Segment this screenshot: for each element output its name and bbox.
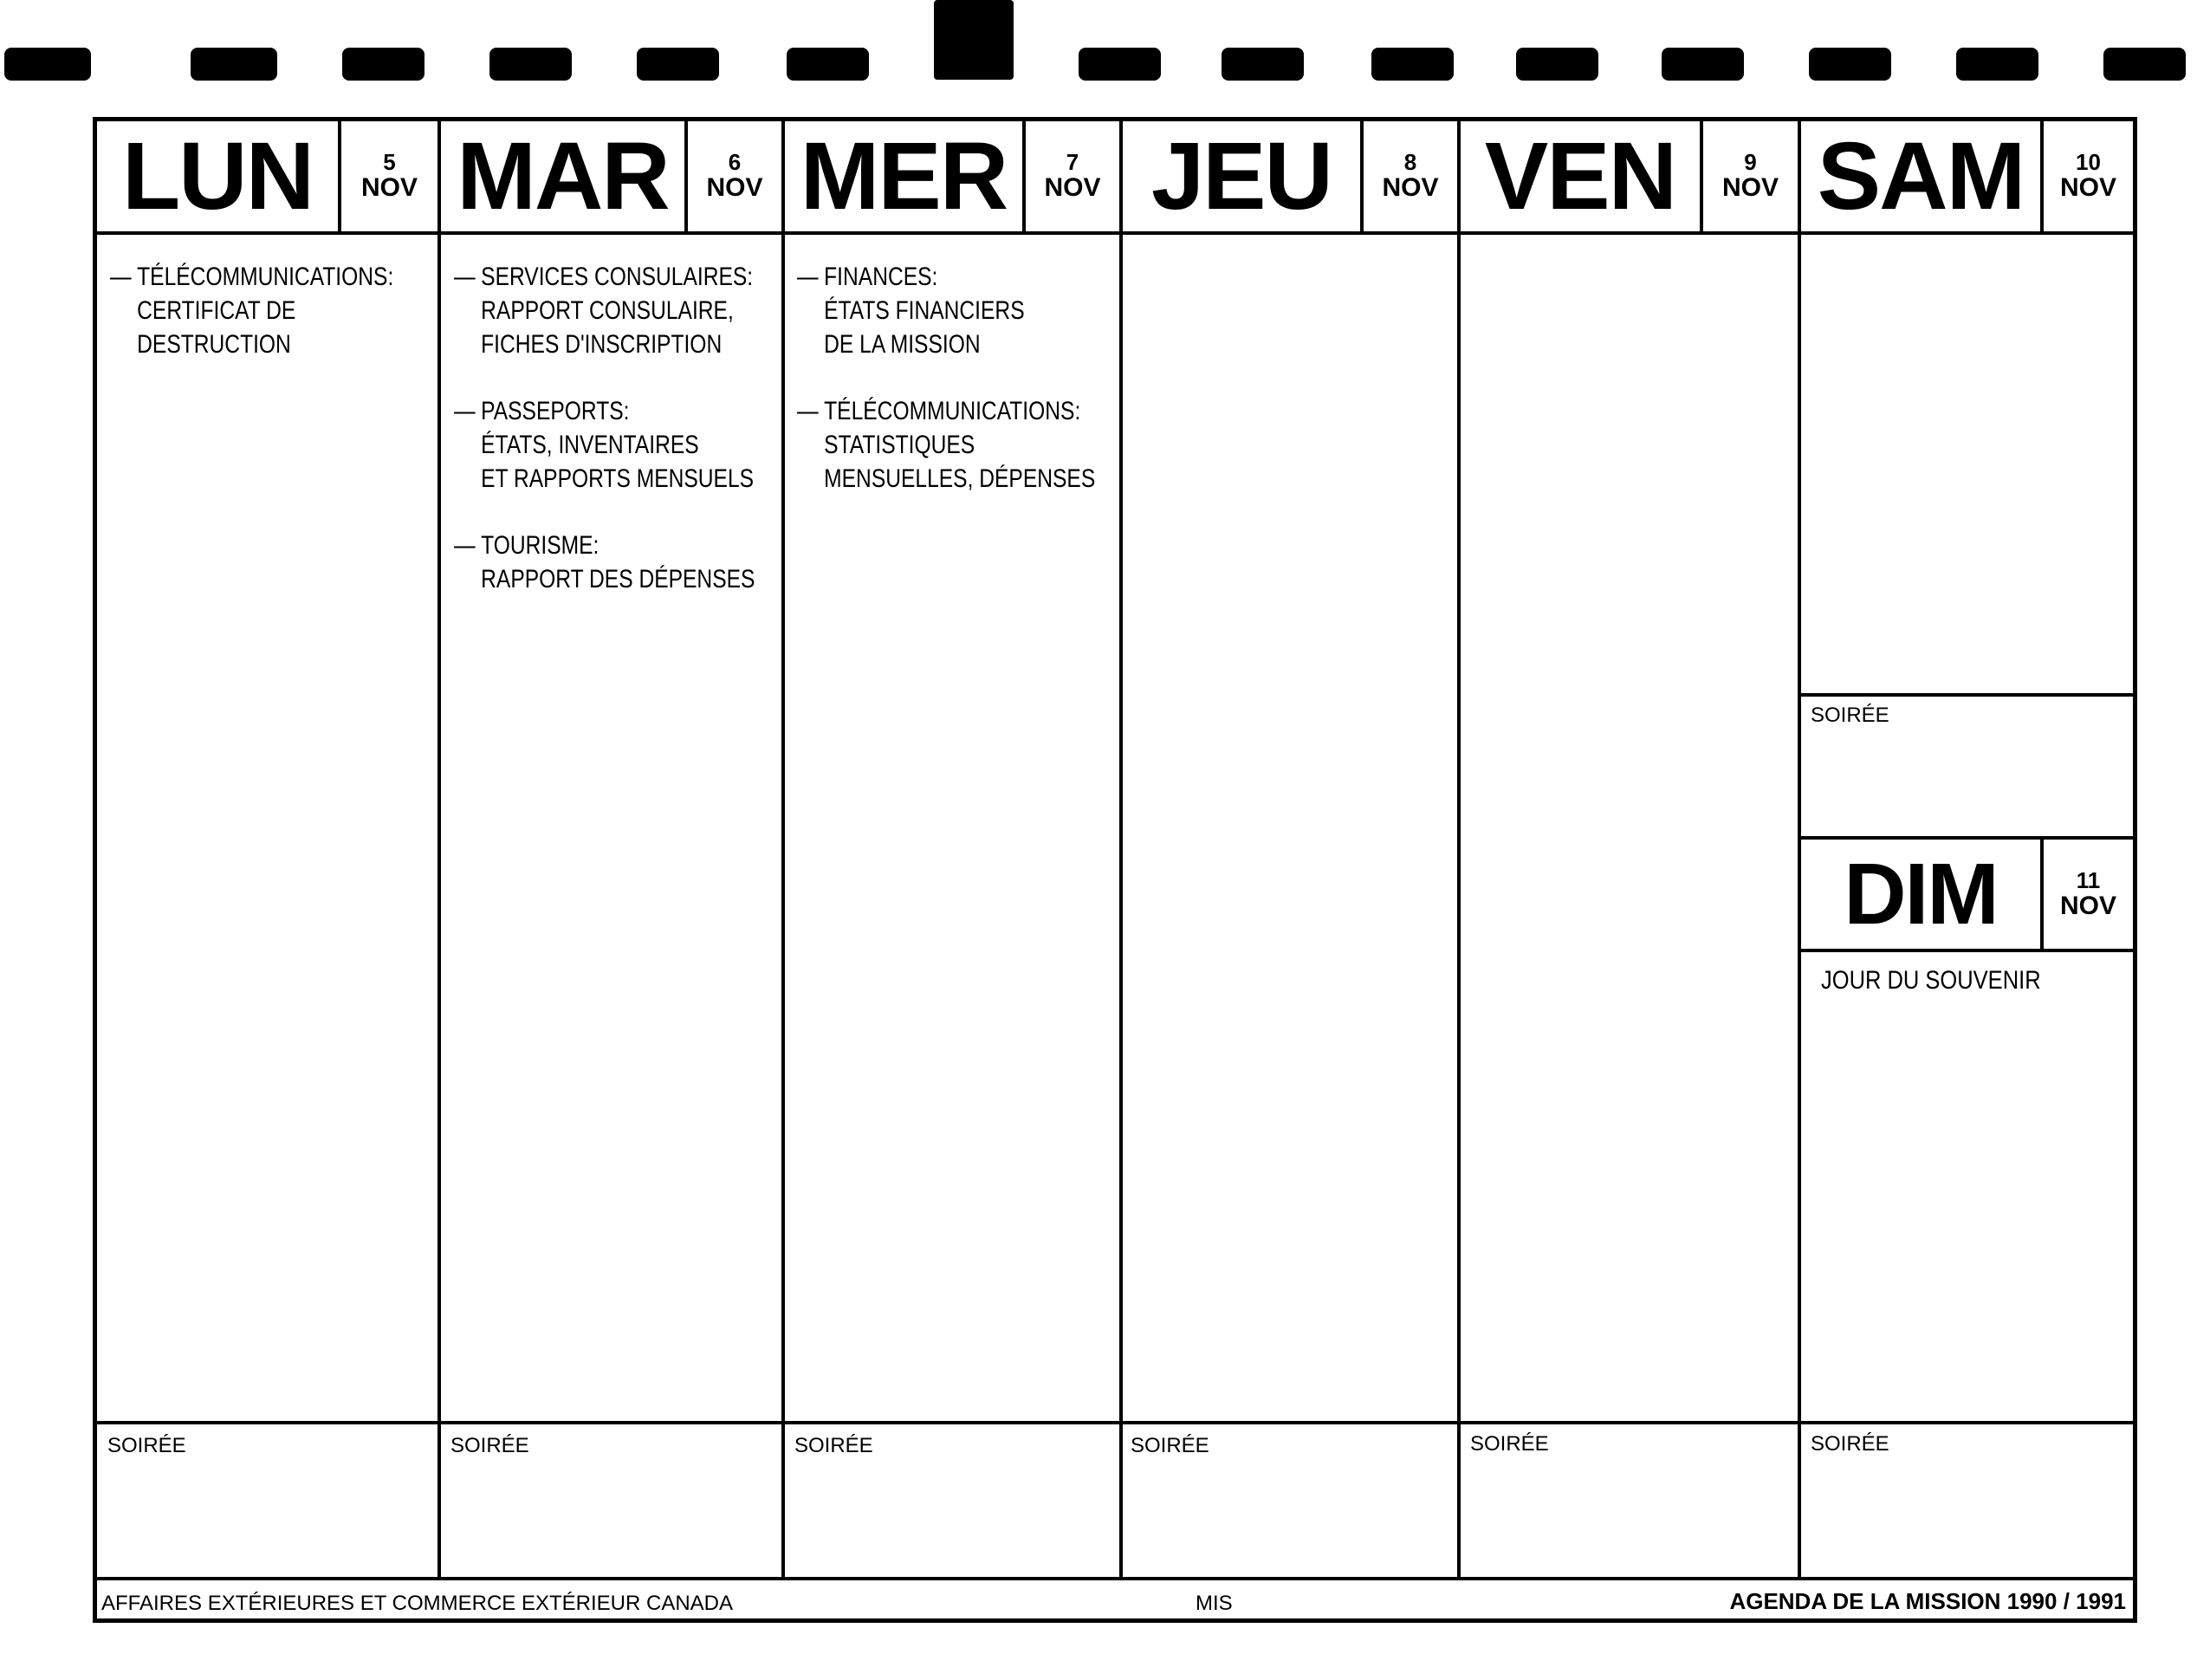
task-list-mon [110,260,393,394]
date-month: NOV [1382,173,1439,203]
perforation-hole [4,48,91,81]
task-item [797,260,1095,361]
perforation-hole [637,48,719,81]
weekly-agenda-grid [93,117,2137,1623]
soiree-label-thu: SOIRÉE [1131,1434,1209,1457]
date-number: 6 [728,149,742,176]
date-number: 10 [2076,149,2101,176]
perforation-hole [191,48,277,81]
task-line: DE LA MISSION [824,330,981,359]
task-line: ÉTATS, INVENTAIRES [481,431,699,459]
task-dash: — [454,263,476,291]
date-box-thu [1364,121,1457,231]
soiree-label-fri: SOIRÉE [1470,1432,1549,1456]
task-list-tue [454,260,755,629]
date-box-wed [1026,121,1119,231]
footer-code: MIS [1196,1592,1233,1615]
task-item [454,394,755,496]
day-name-wed: MER [800,122,1008,230]
perforation-hole [934,0,1014,80]
task-item [797,394,1095,496]
task-line: TÉLÉCOMMUNICATIONS: [137,263,394,291]
task-dash: — [454,531,476,560]
soiree-label-wed: SOIRÉE [794,1434,873,1457]
perforation-hole [1079,48,1161,81]
date-box-sat [2044,121,2133,231]
day-name-mon: LUN [121,122,314,230]
date-box-fri [1703,121,1798,231]
date-box-sun [2044,840,2133,949]
task-line: RAPPORT DES DÉPENSES [481,565,755,594]
date-month: NOV [1044,173,1101,203]
perforation-hole [1662,48,1744,81]
task-line: TÉLÉCOMMUNICATIONS: [824,397,1081,425]
task-list-wed [797,260,1095,529]
task-dash: — [110,263,132,291]
task-dash: — [797,397,819,425]
task-line: FINANCES: [824,263,938,291]
holiday-note: JOUR DU SOUVENIR [1821,966,2041,995]
task-line: ÉTATS FINANCIERS [824,296,1025,325]
perforation-hole [2103,48,2186,81]
date-box-tue [688,121,781,231]
task-item [454,260,755,361]
perforation-hole [1956,48,2038,81]
day-name-fri: VEN [1484,122,1676,230]
soiree-label-mon: SOIRÉE [107,1434,186,1457]
task-line: DESTRUCTION [137,330,291,359]
perforation-hole [787,48,869,81]
task-dash: — [454,397,476,425]
perforation-hole [489,48,572,81]
task-line: RAPPORT CONSULAIRE, [481,296,734,325]
task-line: FICHES D'INSCRIPTION [481,330,723,359]
date-month: NOV [2059,173,2116,203]
soiree-label-tue: SOIRÉE [450,1434,529,1457]
date-number: 8 [1403,149,1417,176]
perforation-hole [342,48,424,81]
perforation-strip [0,0,2197,95]
date-box-mon [341,121,437,231]
footer-agenda-title: AGENDA DE LA MISSION 1990 / 1991 [1729,1588,2126,1614]
perforation-hole [1809,48,1891,81]
perforation-hole [1371,48,1454,81]
task-line: CERTIFICAT DE [137,296,296,325]
date-month: NOV [2059,891,2116,920]
day-name-sun: DIM [1844,846,1998,943]
day-name-thu: JEU [1151,122,1332,230]
date-month: NOV [706,173,763,203]
footer-department: AFFAIRES EXTÉRIEURES ET COMMERCE EXTÉRIEUR CANADA [101,1592,734,1615]
task-line: SERVICES CONSULAIRES: [481,263,754,291]
soiree-label-sat: SOIRÉE [1811,704,1889,727]
perforation-hole [1222,48,1304,81]
task-line: MENSUELLES, DÉPENSES [824,464,1096,493]
date-number: 7 [1066,149,1079,176]
task-line: STATISTIQUES [824,431,975,459]
date-number: 9 [1744,149,1757,176]
soiree-label-sat-evening: SOIRÉE [1811,1432,1889,1456]
date-number: 11 [2076,866,2101,893]
date-number: 5 [383,149,396,176]
day-name-tue: MAR [457,122,669,230]
date-month: NOV [1721,173,1779,203]
task-item [454,529,755,596]
task-line: ET RAPPORTS MENSUELS [481,464,755,493]
task-dash: — [797,263,819,291]
task-item [110,260,393,361]
perforation-hole [1516,48,1598,81]
task-line: TOURISME: [481,531,599,560]
task-line: PASSEPORTS: [481,397,630,425]
date-month: NOV [360,173,418,203]
day-name-sat: SAM [1817,122,2025,230]
